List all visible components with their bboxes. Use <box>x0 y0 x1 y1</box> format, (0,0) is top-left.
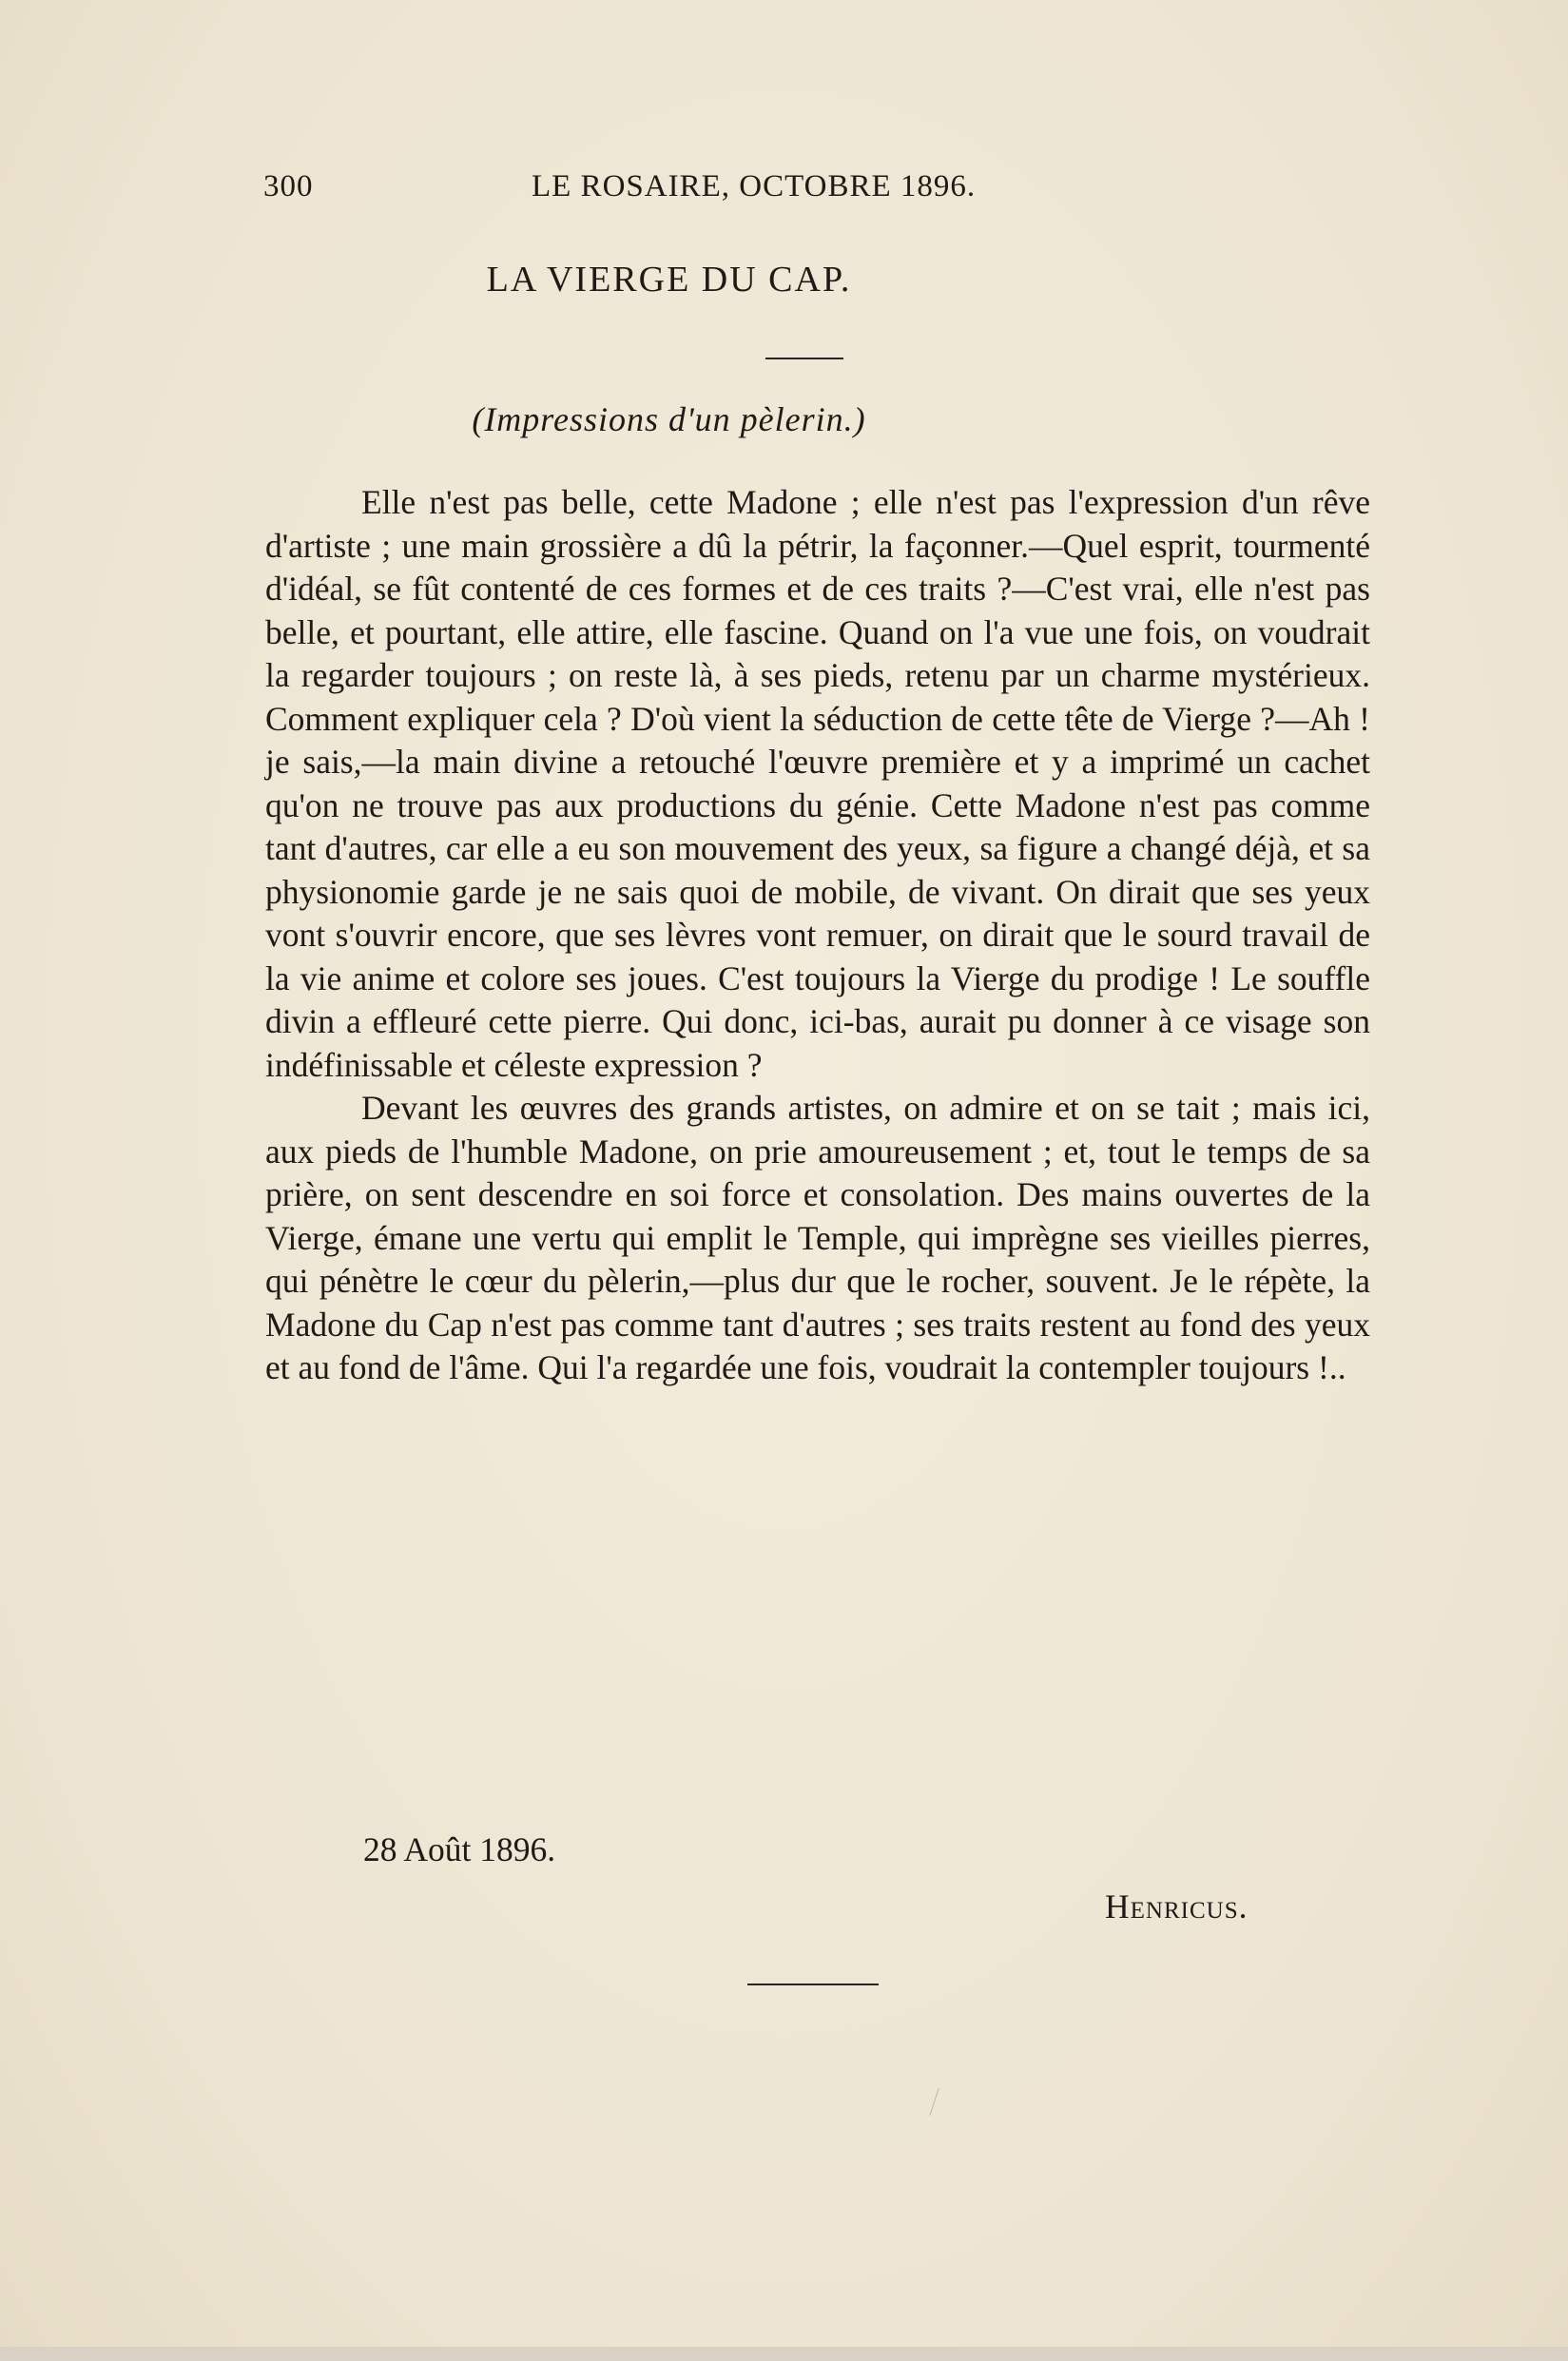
article-date: 28 Août 1896. <box>363 1830 556 1868</box>
pencil-mark <box>929 2088 942 2117</box>
closing-rule <box>747 1984 879 1985</box>
running-head: LE ROSAIRE, OCTOBRE 1896. <box>532 169 977 203</box>
page-number: 300 <box>263 169 314 203</box>
paragraph-2: Devant les œuvres des grands artistes, on admire et on se tait ; mais ici, aux pieds de l'humble Madone, on prie amoureusement ; et, tout le temps de sa prière, on sent descendre en soi force et consolation. Des mains ouvertes de la Vierge, émane une vertu qui emplit le Temple, qui imprègne ses vieilles pierres, qui pénètre le cœur du pèlerin,—plus dur que le rocher, souvent. Je le répète, la Madone du Cap n'est pas comme tant d'autres ; ses traits restent au fond des yeux et au fond de l'âme. Qui l'a regardée une fois, voudrait la contempler toujours !.. <box>265 1089 1370 1386</box>
author-signature: Henricus. <box>1105 1887 1249 1926</box>
article-body <box>265 481 1370 1390</box>
article-title: LA VIERGE DU CAP. <box>486 260 852 300</box>
paragraph-1: Elle n'est pas belle, cette Madone ; elle n'est pas l'expression d'un rêve d'artiste ; une main grossière a dû la pétrir, la façonner.—Quel esprit, tourmenté d'idéal, se fût contenté de ces formes et de ces traits ?—C'est vrai, elle n'est pas belle, et pourtant, elle attire, elle fascine. Quand on l'a vue une fois, on voudrait la regarder toujours ; on reste là, à ses pieds, retenu par un charme mystérieux. Comment expliquer cela ? D'où vient la séduction de cette tête de Vierge ?—Ah ! je sais,—la main divine a retouché l'œuvre première et y a imprimé un cachet qu'on ne trouve pas aux productions du génie. Cette Madone n'est pas comme tant d'autres, car elle a eu son mouvement des yeux, sa figure a changé déjà, et sa physionomie garde je ne sais quoi de mobile, de vivant. On dirait que ses yeux vont s'ouvrir encore, que ses lèvres vont remuer, on dirait que le sourd travail de la vie anime et colore ses joues. C'est toujours la Vierge du prodige ! Le souffle divin a effleuré cette pierre. Qui donc, ici-bas, aurait pu donner à ce visage son indéfinissable et céleste expression ? <box>265 483 1370 1084</box>
title-rule <box>765 358 843 359</box>
scan-edge-strip <box>0 2347 1568 2361</box>
page-header <box>263 169 1074 217</box>
article-subtitle: (Impressions d'un pèlerin.) <box>472 400 866 438</box>
